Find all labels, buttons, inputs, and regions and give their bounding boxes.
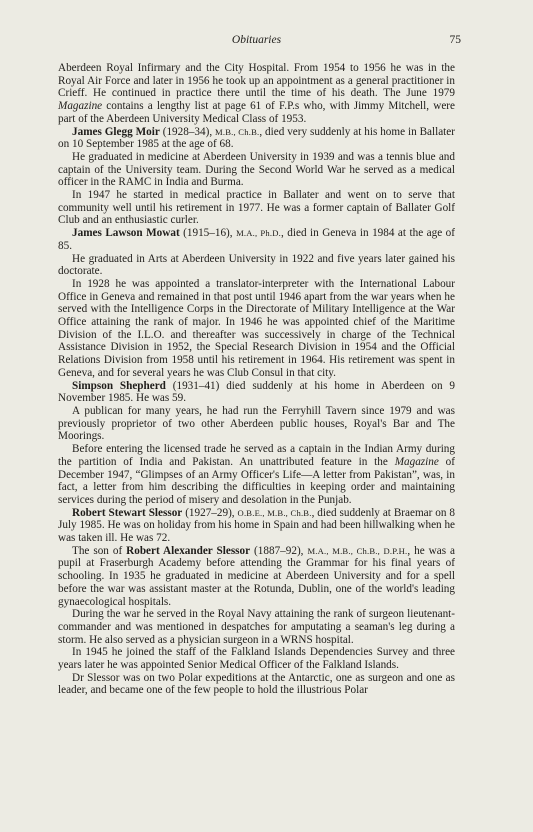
obituary-entry-shepherd (58, 380, 455, 405)
magazine-title: Magazine (394, 455, 439, 468)
obituary-entry-mowat (58, 227, 455, 252)
paragraph: A publican for many years, he had run the Ferryhill Tavern since 1979 and was previously proprietor of two other Aberdeen public houses, Royal's Bar and The Moorings. (58, 404, 455, 443)
paragraph: In 1945 he joined the staff of the Falkland Islands Dependencies Survey and three years later he was appointed Senior Medical Officer of the Falkland Islands. (58, 646, 455, 672)
text-run: (1915–16), (179, 227, 237, 240)
degrees: M.A., M.B., Ch.B., D.P.H. (307, 545, 408, 556)
paragraph: In 1947 he started in medical practice in Ballater and went on to serve that community well until his retirement in 1977. He was a former captain of Ballater Golf Club and an enthusiastic curler. (58, 189, 455, 227)
paragraph-continuation (58, 62, 455, 126)
person-name: Simpson Shepherd (72, 379, 166, 392)
obituary-entry-slessor (58, 507, 455, 545)
page-header (58, 34, 461, 52)
text-run: The son of (72, 544, 127, 557)
magazine-title: Magazine (58, 100, 103, 113)
text-run: (1887–92), (250, 544, 308, 557)
person-name: James Lawson Mowat (72, 227, 180, 240)
text-run: , died in Geneva in 1984 at the age of 85. (58, 227, 455, 252)
running-head: Obituaries (231, 34, 282, 46)
obituaries-text (58, 62, 455, 697)
degrees: M.B., Ch.B. (215, 126, 260, 137)
paragraph: He graduated in medicine at Aberdeen University in 1939 and was a tennis blue and captain of the University team. During the Second World War he served as a medical officer in the RAMC in India and Burma. (58, 150, 455, 189)
paragraph: He graduated in Arts at Aberdeen University in 1922 and five years later gained his doctorate. (58, 252, 455, 278)
paragraph (58, 545, 455, 609)
paragraph: During the war he served in the Royal Navy attaining the rank of surgeon lieutenant-commander and was mentioned in despatches for amputating a seaman's leg during a storm. He also served as a physician surgeon in a WRNS hospital. (58, 608, 455, 646)
text-run: (1931–41) died suddenly at his home in Aberdeen on 9 November 1985. He was 59. (58, 379, 455, 405)
degrees: O.B.E., M.B., Ch.B. (237, 507, 312, 518)
text-run: (1927–29), (182, 506, 238, 519)
text-run: Aberdeen Royal Infirmary and the City Hospital. From 1954 to 1956 he was in the Royal Air Force and later in 1956 he took up an appointment as a general practitioner in Crieff. He continued in practice there until the time of his death. The June 1979 (58, 62, 455, 100)
text-run: , he was a pupil at Fraserburgh Academy before attending the Grammar for his final years of schooling. In 1935 he graduated in medicine at Aberdeen University and for a spell before the war was assistant master at the Rotunda, Dublin, one of the world's leading gynaecological hospitals. (58, 544, 455, 608)
text-run: Before entering the licensed trade he served as a captain in the Indian Army during the partition of India and Pakistan. An unattributed feature in the (58, 443, 455, 468)
text-run: contains a lengthy list at page 61 of F.P.s who, with Jimmy Mitchell, were part of the Aberdeen University Medical Class of 1953. (58, 100, 455, 125)
paragraph: In 1928 he was appointed a translator-interpreter with the International Labour Office in Geneva and remained in that post until 1946 apart from the war years when he served with the Intelligence Corps in the Directorate of Military Intelligence at the War Office attaining the rank of major. In 1946 he was appointed chief of the Maritime Division of the I.L.O. and thereafter was successively in charge of the Technical Assistance Division in 1952, the Special Research Division in 1954 and the Official Relations Division from 1958 until his retirement in 1964. His retirement was spent in Geneva, and for several years he was Club Consul in that city. (58, 277, 455, 379)
text-run: of December 1947, “Glimpses of an Army Officer's Life—A letter from Pakistan”, was, in fact, a letter from him describing the difficulties in keeping order and maintaining services during the period of misery and desolation in the Punjab. (58, 455, 455, 506)
person-name: Robert Alexander Slessor (126, 544, 251, 557)
text-run: , died suddenly at Braemar on 8 July 1985. He was on holiday from his home in Spain and had been hillwalking when he was taken ill. He was 72. (58, 506, 455, 545)
text-run: (1928–34), (159, 125, 216, 138)
paragraph (58, 443, 455, 507)
obituary-entry-moir (58, 126, 455, 151)
person-name: James Glegg Moir (72, 125, 160, 138)
paragraph: Dr Slessor was on two Polar expeditions at the Antarctic, one as surgeon and one as leader, and became one of the few people to hold the illustrious Polar (58, 671, 455, 697)
person-name: Robert Stewart Slessor (72, 506, 183, 519)
text-run: , died very suddenly at his home in Ballater on 10 September 1985 at the age of 68. (58, 125, 455, 151)
degrees: M.A., Ph.D. (236, 228, 281, 239)
page-number: 75 (449, 34, 461, 46)
